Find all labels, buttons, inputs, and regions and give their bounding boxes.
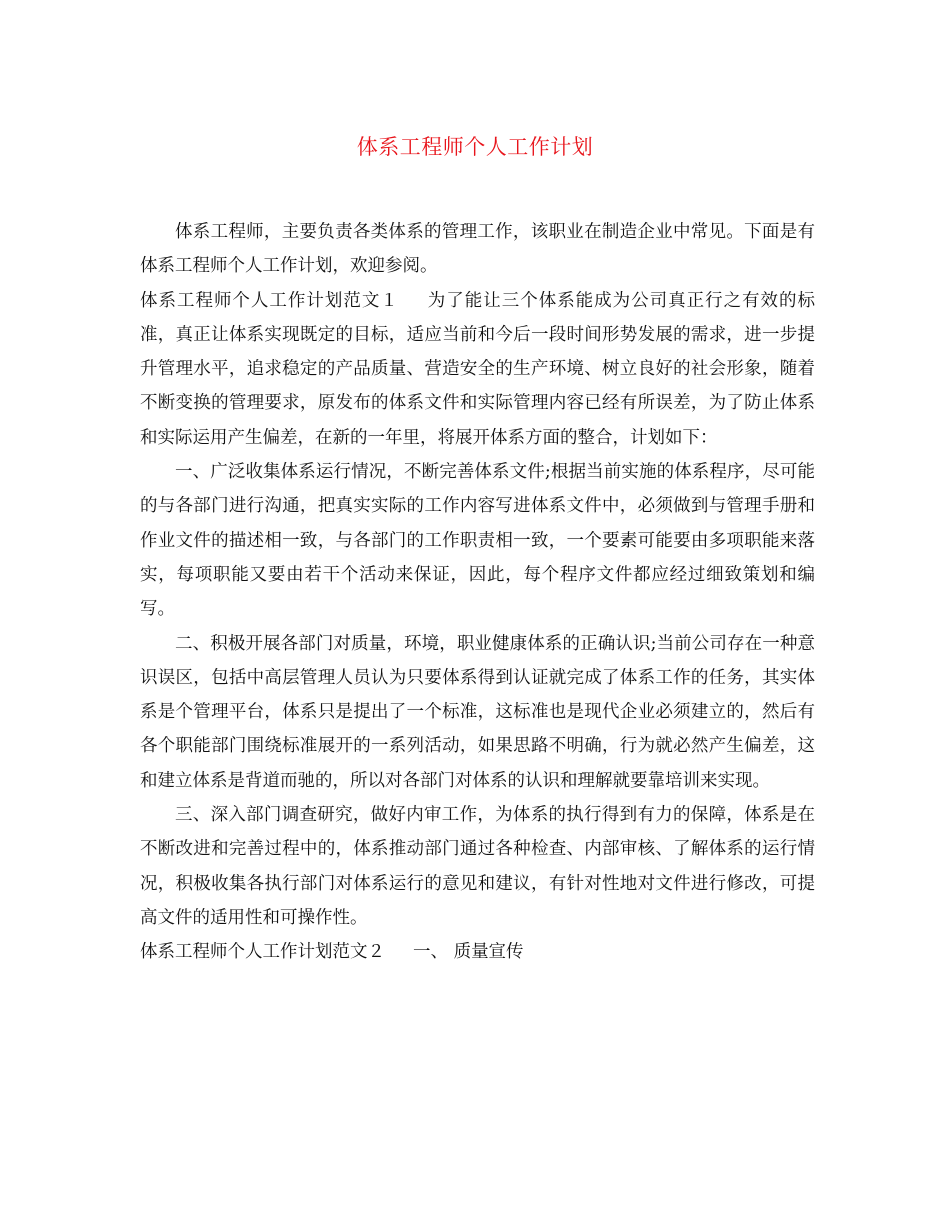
intro-paragraph: 体系工程师，主要负责各类体系的管理工作，该职业在制造企业中常见。下面是有体系工程师个人工作计划，欢迎参阅。: [140, 222, 815, 277]
sample-1-heading: 体系工程师个人工作计划范文１: [140, 290, 399, 311]
document-body: [140, 215, 815, 970]
paragraph-3: 三、深入部门调查研究，做好内审工作，为体系的执行得到有力的保障，体系是在不断改进和完善过程中的，体系推动部门通过各种检查、内部审核、了解体系的运行情况，积极收集各执行部门对体系运行的意见和建议，有针对性地对文件进行修改，可提高文件的适用性和可操作性。: [140, 805, 815, 928]
paragraph-1: 一、广泛收集体系运行情况，不断完善体系文件;根据当前实施的体系程序，尽可能的与各部门进行沟通，把真实实际的工作内容写进体系文件中，必须做到与管理手册和作业文件的描述相一致，与各部门的工作职责相一致，一个要素可能要由多项职能来落实，每项职能又要由若干个活动来保证，因此，每个程序文件都应经过细致策划和编写。: [140, 462, 815, 620]
paragraph-2: 二、积极开展各部门对质量，环境，职业健康体系的正确认识;当前公司存在一种意识误区，包括中高层管理人员认为只要体系得到认证就完成了体系工作的任务，其实体系是个管理平台，体系只是提出了一个标准，这标准也是现代企业必须建立的，然后有各个职能部门围绕标准展开的一系列活动，如果思路不明确，行为就必然产生偏差，这和建立体系是背道而驰的，所以对各部门对体系的认识和理解就要靠培训来实现。: [140, 633, 815, 791]
document-title: 体系工程师个人工作计划: [356, 135, 594, 159]
sample-2-text: 一、 质量宣传: [413, 942, 524, 963]
sample-2-paragraph: [140, 935, 815, 969]
sample-1-text: 为了能让三个体系能成为公司真正行之有效的标准，真正让体系实现既定的目标，适应当前和今后一段时间形势发展的需求，进一步提升管理水平，追求稳定的产品质量、营造安全的生产环境、树立良好的社会形象，随着不断变换的管理要求，原发布的体系文件和实际管理内容已经有所误差，为了防止体系和实际运用产生偏差，在新的一年里，将展开体系方面的整合，计划如下：: [140, 290, 816, 448]
sample-1-paragraph: [140, 284, 815, 455]
sample-2-heading: 体系工程师个人工作计划范文２: [140, 942, 385, 963]
